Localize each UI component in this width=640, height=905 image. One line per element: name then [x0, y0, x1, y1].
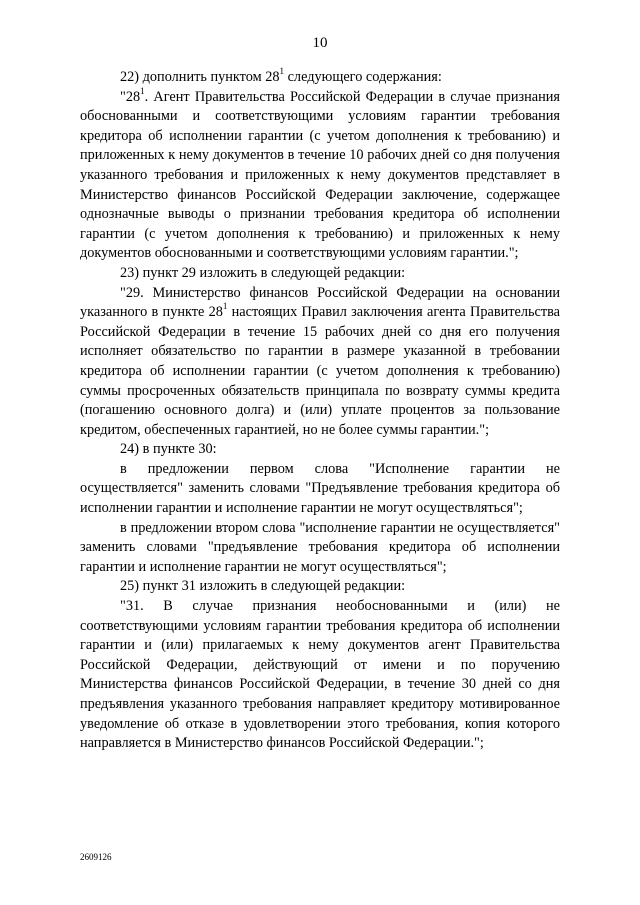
document-body: [80, 68, 560, 754]
paragraph-item-23: 23) пункт 29 изложить в следующей редакции:: [120, 264, 406, 281]
paragraph-item-22: [80, 68, 560, 88]
paragraph-point-31: "31. В случае признания необоснованными и (или) не соответствующими условиям гарантии требования кредитора об исполнении гарантии и (или) прилагаемых к нему документов агент Правительства Российской Федерации, действующий от имени и по поручению Министерства финансов Российской Федерации, в течение 30 дней со дня предъявления указанного требования направляет кредитору мотивированное уведомление об отказе в удовлетворении этого требования, копия которого направляется в Министерство финансов Российской Федерации.";: [80, 598, 560, 752]
paragraph-text: . Агент Правительства Российской Федерации в случае признания обоснованными и соответствующими условиям гарантии требования кредитора об исполнении гарантии (с учетом дополнения к требованию) и приложенных к нему документов в течение 10 рабочих дней со дня получения указанного требования и приложенных к нему документов представляет в Министерство финансов Российской Федерации заключение, содержащее однозначные выводы о признании требования кредитора об исполнении гарантии (с учетом дополнения к требованию) и приложенных к нему документов обоснованными и соответствующими условиям гарантии.";: [80, 88, 560, 262]
superscript: 1: [279, 66, 285, 77]
paragraph-text: 22) дополнить пунктом 28: [120, 69, 280, 85]
page-number: 10: [312, 35, 328, 51]
paragraph-text: "29. Министерство финансов Российской Федерации на основании указанного в пункте 28: [80, 284, 560, 321]
superscript: 1: [140, 85, 145, 96]
document-code: 2609126: [80, 852, 112, 862]
paragraph-sentence-first: в предложении первом слова "Исполнение гарантии не осуществляется" заменить словами "Предъявление требования кредитора об исполнении гарантии и исполнение гарантии не могут осуществляться";: [80, 460, 560, 517]
superscript: 1: [222, 301, 228, 312]
paragraph-sentence-second: в предложении втором слова "исполнение гарантии не осуществляется" заменить словами "предъявление требования кредитора об исполнении гарантии и исполнение гарантии не могут осуществляться";: [80, 519, 560, 575]
paragraph-point-29: [80, 284, 560, 441]
paragraph-point-28-1: [80, 85, 560, 264]
paragraph-item-25: 25) пункт 31 изложить в следующей редакции:: [120, 578, 406, 595]
paragraph-item-24: 24) в пункте 30:: [120, 441, 217, 458]
paragraph-text: следующего содержания:: [284, 69, 442, 85]
paragraph-text: "28: [120, 88, 141, 105]
paragraph-text: настоящих Правил заключения агента Правительства Российской Федерации в течение 15 рабочих дней со дня его получения исполняет обязательство по гарантии в размере указанной в требовании кредитора об исполнении гарантии (с учетом дополнения к требованию) суммы просроченных обязательств принципала по возврату суммы кредита (погашению основного долга) и (или) уплате процентов за пользование кредитом, обеспеченных гарантией, но не более суммы гарантии.";: [80, 304, 560, 438]
